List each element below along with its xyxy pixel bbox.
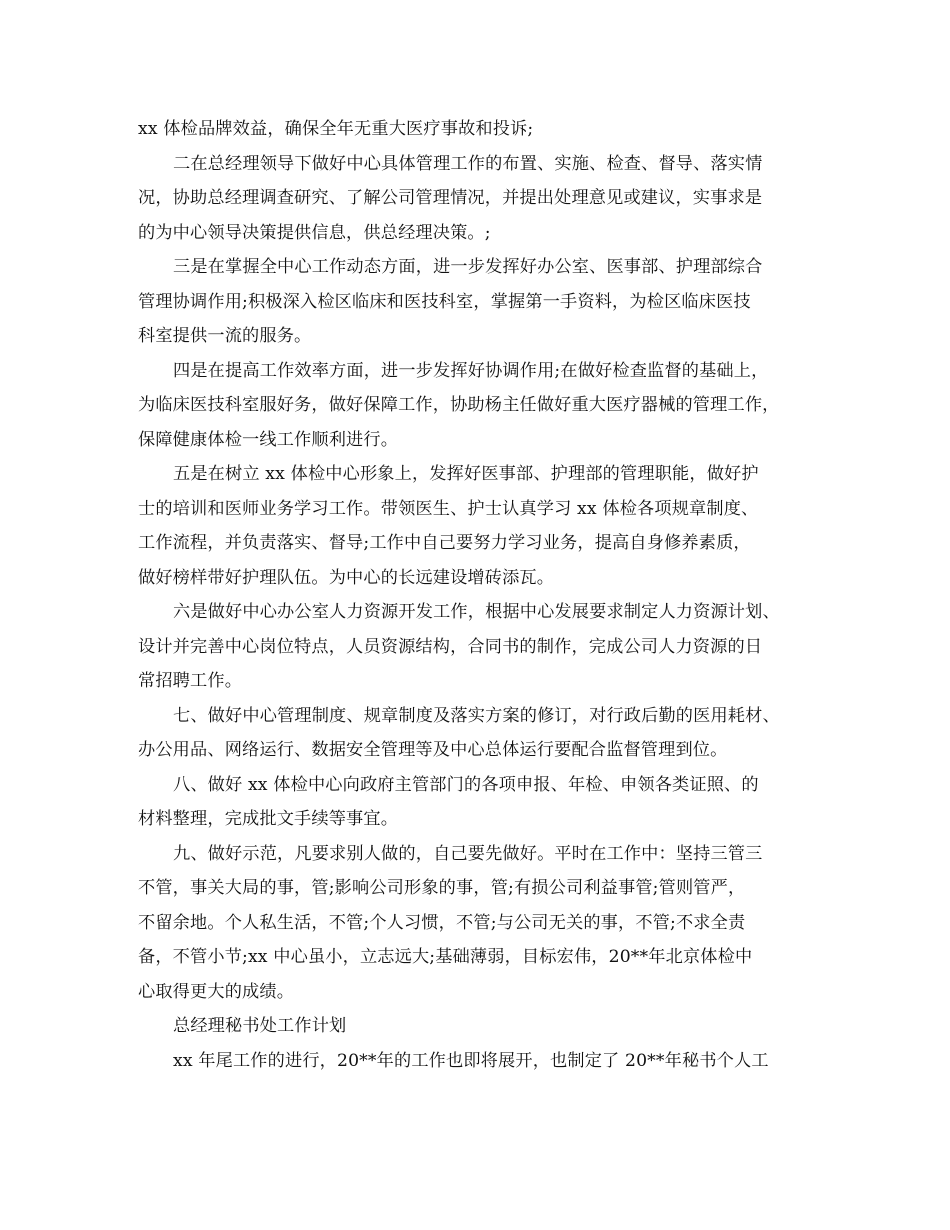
text-line: 心取得更大的成绩。 [138,981,295,1002]
text-line: 的为中心领导决策提供信息，供总经理决策。; [138,222,491,243]
text-line: 士的培训和医师业务学习工作。带领医生、护士认真学习 xx 体检各项规章制度、 [138,498,759,519]
text-line: 五是在树立 xx 体检中心形象上，发挥好医事部、护理部的管理职能，做好护 [173,464,759,484]
text-line: 三是在掌握全中心工作动态方面，进一步发挥好办公室、医事部、护理部综合 [173,257,763,277]
text-line: 不留余地。个人私生活，不管;个人习惯，不管;与公司无关的事，不管;不求全责 [138,912,746,933]
text-line: 九、做好示范，凡要求别人做的，自己要先做好。平时在工作中：坚持三管三 [173,843,763,864]
text-line: 做好榜样带好护理队伍。为中心的长远建设增砖添瓦。 [138,567,555,588]
text-line: 备，不管小节;xx 中心虽小，立志远大;基础薄弱，目标宏伟，20**年北京体检中 [138,947,753,967]
text-line: 工作流程，并负责落实、督导;工作中自己要努力学习业务，提高自身修养素质， [138,533,751,553]
text-line: 材料整理，完成批文手续等事宜。 [138,809,399,829]
text-line: 六是做好中心办公室人力资源开发工作，根据中心发展要求制定人力资源计划、 [173,602,780,622]
text-line: xx 体检品牌效益，确保全年无重大医疗事故和投诉; [138,119,534,139]
text-line: 常招聘工作。 [138,671,243,691]
text-line: 设计并完善中心岗位特点，人员资源结构，合同书的制作，完成公司人力资源的日 [138,636,763,657]
text-line: 管理协调作用;积极深入检区临床和医技科室，掌握第一手资料，为检区临床医技 [138,291,751,312]
text-line: 八、做好 xx 体检中心向政府主管部门的各项申报、年检、申领各类证照、的 [173,774,759,795]
text-line: 二在总经理领导下做好中心具体管理工作的布置、实施、检查、督导、落实情 [173,153,763,174]
text-line: 况，协助总经理调查研究、了解公司管理情况，并提出处理意见或建议，实事求是 [138,188,763,208]
text-line: 七、做好中心管理制度、规章制度及落实方案的修订，对行政后勤的医用耗材、 [173,705,780,726]
text-line: 四是在提高工作效率方面，进一步发挥好协调作用;在做好检查监督的基础上， [173,360,769,381]
document-body [138,112,828,1078]
text-line: 保障健康体检一线工作顺利进行。 [138,429,399,450]
text-line: 科室提供一流的服务。 [138,326,312,346]
text-line: 不管，事关大局的事，管;影响公司形象的事，管;有损公司利益事管;管则管严， [138,878,746,898]
text-line: xx 年尾工作的进行，20**年的工作也即将展开，也制定了 20**年秘书个人工 [173,1050,769,1071]
text-line: 办公用品、网络运行、数据安全管理等及中心总体运行要配合监督管理到位。 [138,740,728,760]
text-line: 为临床医技科室服好务，做好保障工作，协助杨主任做好重大医疗器械的管理工作， [138,395,780,415]
text-line: 总经理秘书处工作计划 [173,1016,347,1036]
